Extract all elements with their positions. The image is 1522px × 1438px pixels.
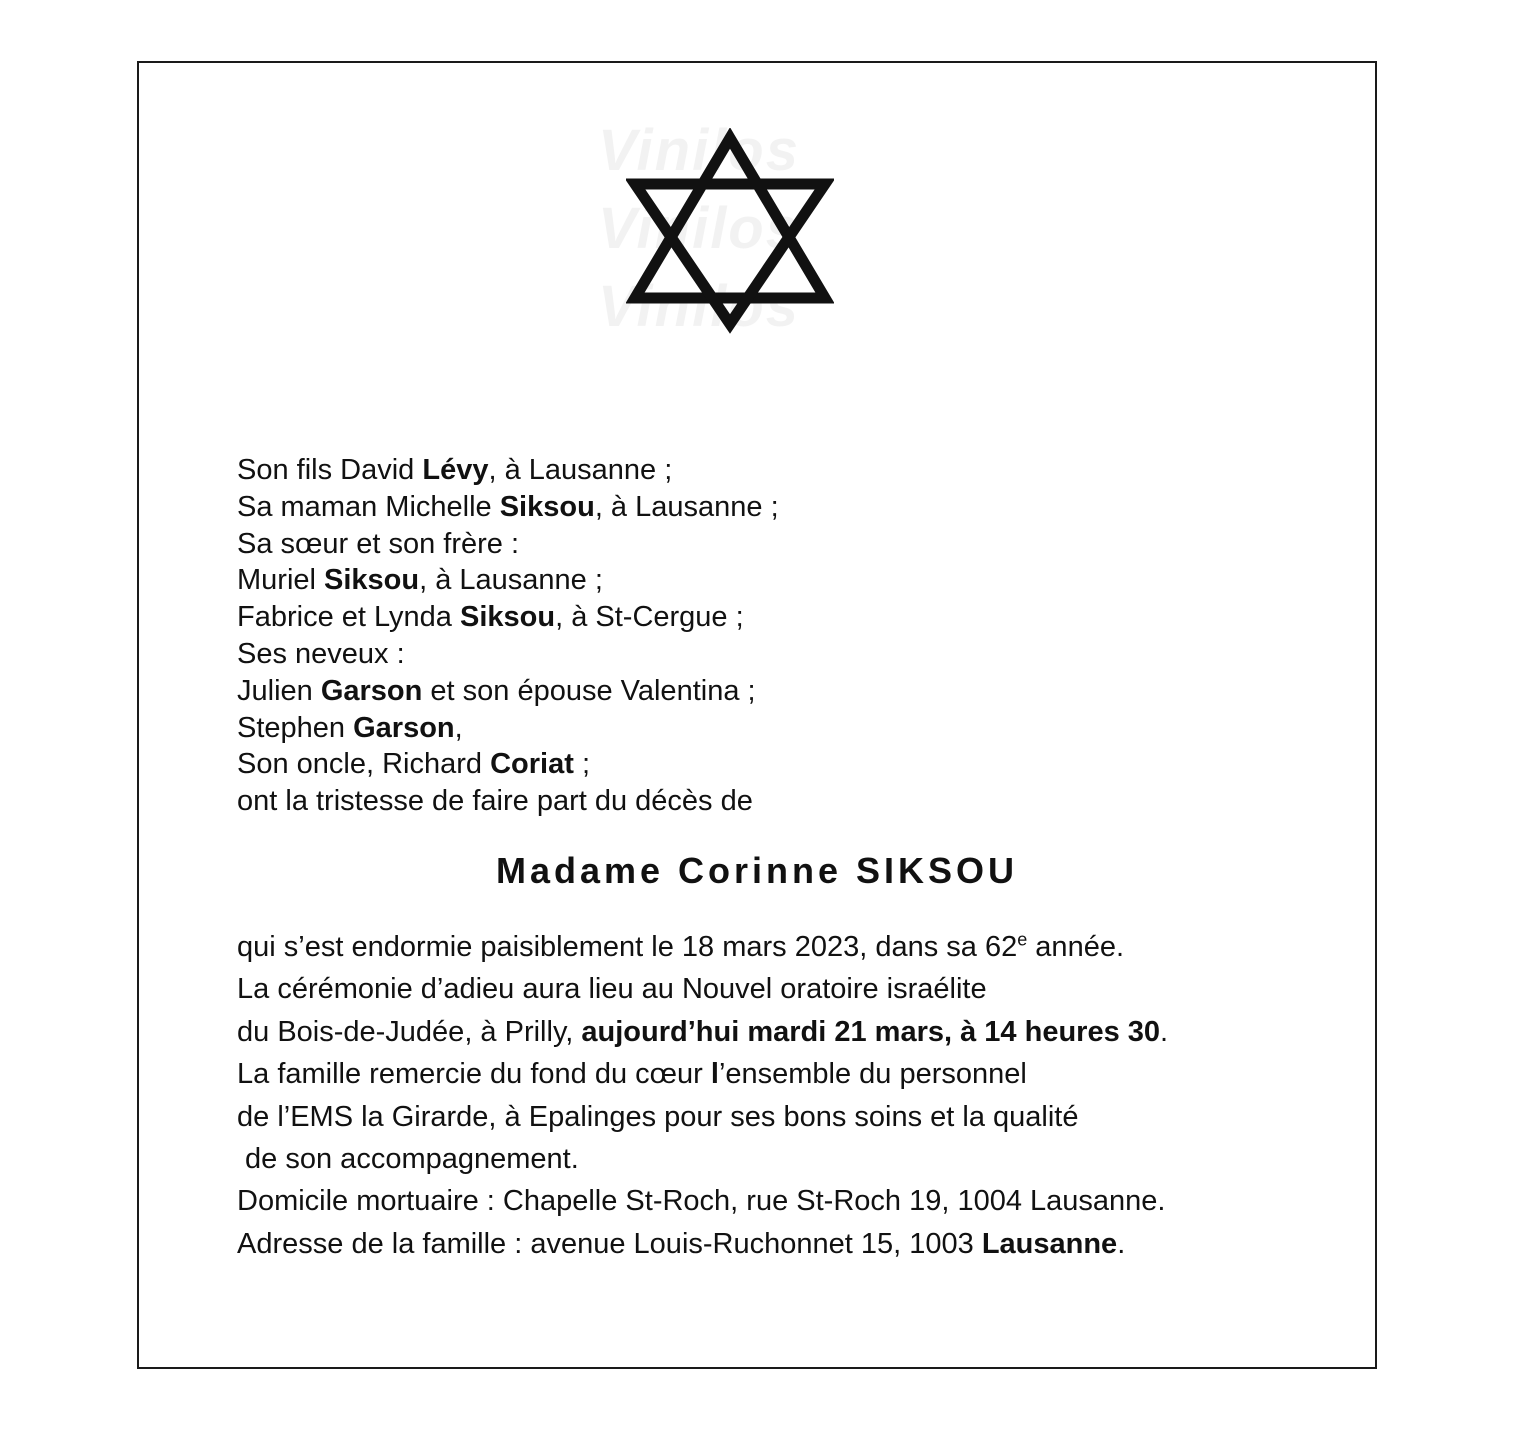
deceased-name-heading: Madame Corinne SIKSOU <box>495 850 1019 891</box>
family-line: Stephen Garson, <box>237 711 463 744</box>
family-line: Julien Garson et son épouse Valentina ; <box>237 674 756 707</box>
family-line: Fabrice et Lynda Siksou, à St-Cergue ; <box>237 601 744 634</box>
family-list <box>237 452 1237 820</box>
family-line: Son fils David Lévy, à Lausanne ; <box>237 454 673 486</box>
family-line: Ses neveux : <box>237 637 405 670</box>
family-line: Sa sœur et son frère : <box>237 527 520 560</box>
family-line: Sa maman Michelle Siksou, à Lausanne ; <box>237 490 779 523</box>
family-line: ont la tristesse de faire part du décès de <box>237 785 753 818</box>
star-of-david-icon <box>626 128 834 334</box>
body-line: du Bois-de-Judée, à Prilly, aujourd’hui mardi 21 mars, à 14 heures 30. <box>237 1015 1169 1048</box>
watermark-text: Vinilos <box>598 118 800 183</box>
body-line: qui s’est endormie paisiblement le 18 mars 2023, dans sa 62e année. <box>237 929 1125 963</box>
body-line: de son accompagnement. <box>237 1143 579 1176</box>
body-line: La famille remercie du fond du cœur l’ensemble du personnel <box>237 1058 1027 1091</box>
family-line: Muriel Siksou, à Lausanne ; <box>237 564 603 597</box>
body-line: Domicile mortuaire : Chapelle St-Roch, rue St-Roch 19, 1004 Lausanne. <box>237 1185 1166 1218</box>
notice-body <box>237 926 1337 1265</box>
body-line: de l’EMS la Girarde, à Epalinges pour ses bons soins et la qualité <box>237 1100 1079 1133</box>
watermark-text: Vinilos <box>598 274 800 339</box>
body-line: La cérémonie d’adieu aura lieu au Nouvel oratoire israélite <box>237 973 987 1006</box>
watermark-text: Vinilos <box>598 196 800 261</box>
body-line: Adresse de la famille : avenue Louis-Ruchonnet 15, 1003 Lausanne. <box>237 1227 1126 1260</box>
family-line: Son oncle, Richard Coriat ; <box>237 748 591 781</box>
